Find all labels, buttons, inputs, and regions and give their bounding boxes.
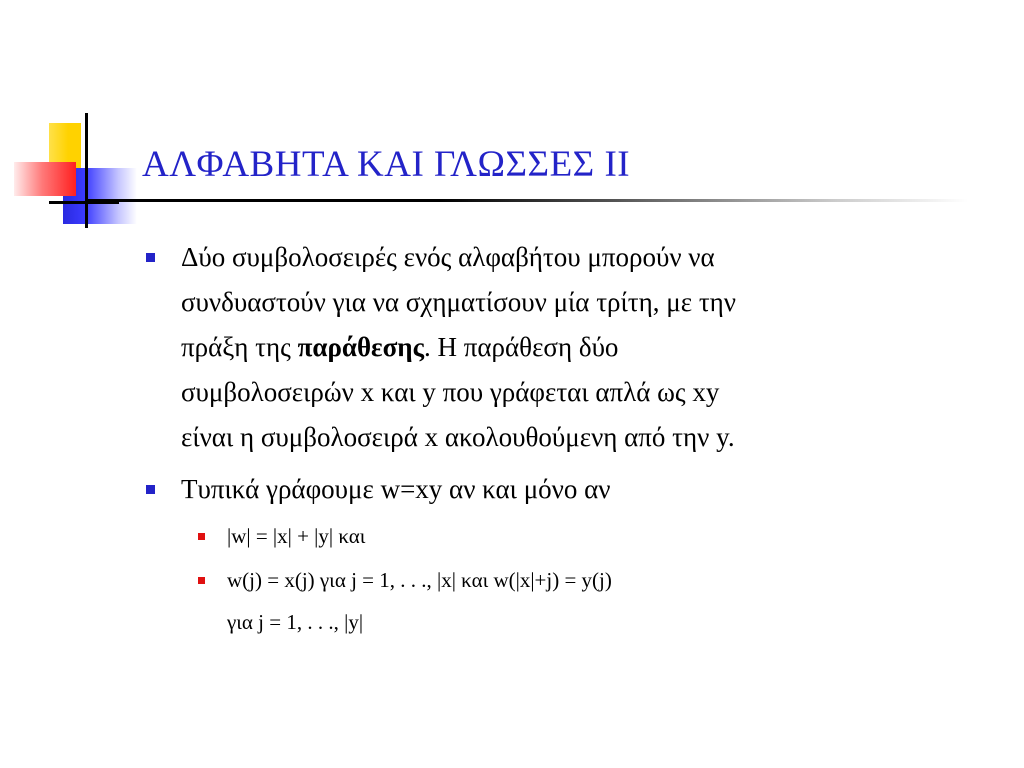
bullet-item-concatenation bbox=[181, 235, 971, 460]
bullet-text-line: συνδυαστούν για να σχηματίσουν μία τρίτη, με την bbox=[181, 287, 737, 317]
text-segment: . Η παράθεση δύο bbox=[424, 332, 619, 362]
sub-bullet-marker bbox=[198, 533, 205, 540]
sub-bullet-text: w(j) = x(j) για j = 1, . . ., |x| και w(|x|+j) = y(j) bbox=[227, 568, 612, 592]
bold-term: παράθεσης bbox=[297, 332, 424, 362]
bullet-text-line bbox=[181, 325, 971, 370]
bullet-text-line: Τυπικά γράφουμε w=xy αν και μόνο αν bbox=[181, 474, 611, 504]
sub-bullet-item bbox=[227, 521, 927, 551]
text-segment: πράξη της bbox=[181, 332, 298, 362]
logo-vertical-line bbox=[85, 113, 88, 228]
sub-bullet-item bbox=[227, 565, 927, 637]
slide-title: ΑΛΦΑΒΗΤΑ ΚΑΙ ΓΛΩΣΣΕΣ ΙΙ bbox=[142, 144, 631, 185]
sub-bullet-text: |w| = |x| + |y| και bbox=[227, 524, 366, 548]
sub-bullet-marker bbox=[198, 577, 205, 584]
bullet-marker bbox=[146, 253, 155, 262]
bullet-text-line: συμβολοσειρών x και y που γράφεται απλά ως xy bbox=[181, 377, 720, 407]
slide-logo-graphic bbox=[0, 0, 140, 240]
logo-red-bar bbox=[14, 162, 76, 196]
bullet-item-definition bbox=[181, 467, 971, 512]
bullet-text-line: είναι η συμβολοσειρά x ακολουθούμενη από την y. bbox=[181, 422, 735, 452]
title-underline bbox=[88, 199, 968, 202]
sub-bullet-continuation: για j = 1, . . ., |y| bbox=[227, 610, 364, 634]
bullet-marker bbox=[146, 485, 155, 494]
bullet-text-line: Δύο συμβολοσειρές ενός αλφαβήτου μπορούν να bbox=[181, 242, 715, 272]
